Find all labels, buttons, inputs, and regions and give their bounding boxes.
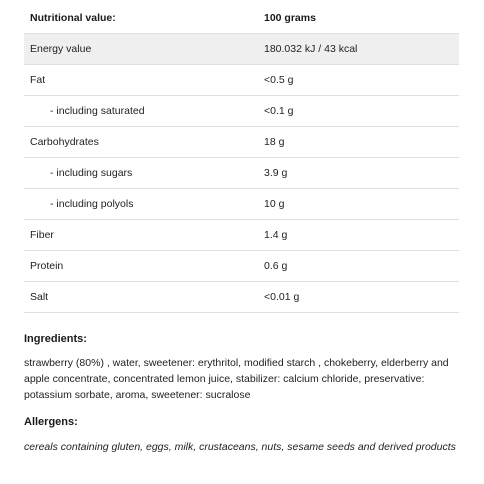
table-row <box>24 96 459 127</box>
table-row <box>24 65 459 96</box>
ingredients-text: strawberry (80%) , water, sweetener: erythritol, modified starch , chokeberry, elderberry and apple concentrate, concentrated lemon juice, stabilizer: calcium chloride, preservative: potassium sorbate, aroma, sweetener: sucralose <box>24 357 449 401</box>
nutrient-label: Salt <box>24 282 258 313</box>
nutrient-value: 0.6 g <box>258 251 459 282</box>
table-row <box>24 189 459 220</box>
nutrient-value: <0.1 g <box>258 96 459 127</box>
nutrient-value: 18 g <box>258 127 459 158</box>
allergens-title: Allergens: <box>24 416 78 428</box>
nutrient-value: <0.5 g <box>258 65 459 96</box>
table-row <box>24 127 459 158</box>
nutrient-label: Carbohydrates <box>24 127 258 158</box>
table-row <box>24 220 459 251</box>
nutrient-label: Energy value <box>24 34 258 65</box>
table-row <box>24 251 459 282</box>
nutrient-label: - including polyols <box>24 189 258 220</box>
nutrient-value: 1.4 g <box>258 220 459 251</box>
allergens-text: cereals containing gluten, eggs, milk, crustaceans, nuts, sesame seeds and derived products <box>24 441 456 453</box>
nutrient-label: Fiber <box>24 220 258 251</box>
table-row <box>24 34 459 65</box>
ingredients-title: Ingredients: <box>24 333 87 345</box>
nutrient-label: - including sugars <box>24 158 258 189</box>
nutrition-table <box>24 4 459 313</box>
nutrient-label: Fat <box>24 65 258 96</box>
nutrient-value: 10 g <box>258 189 459 220</box>
nutrient-value: 3.9 g <box>258 158 459 189</box>
nutrient-value: 180.032 kJ / 43 kcal <box>258 34 459 65</box>
nutrient-label: - including saturated <box>24 96 258 127</box>
table-row <box>24 158 459 189</box>
nutrient-value: <0.01 g <box>258 282 459 313</box>
table-row <box>24 282 459 313</box>
nutrition-header-label: Nutritional value: <box>24 4 258 34</box>
nutrition-header-row <box>24 4 459 34</box>
nutrition-header-value: 100 grams <box>258 4 459 34</box>
nutrient-label: Protein <box>24 251 258 282</box>
